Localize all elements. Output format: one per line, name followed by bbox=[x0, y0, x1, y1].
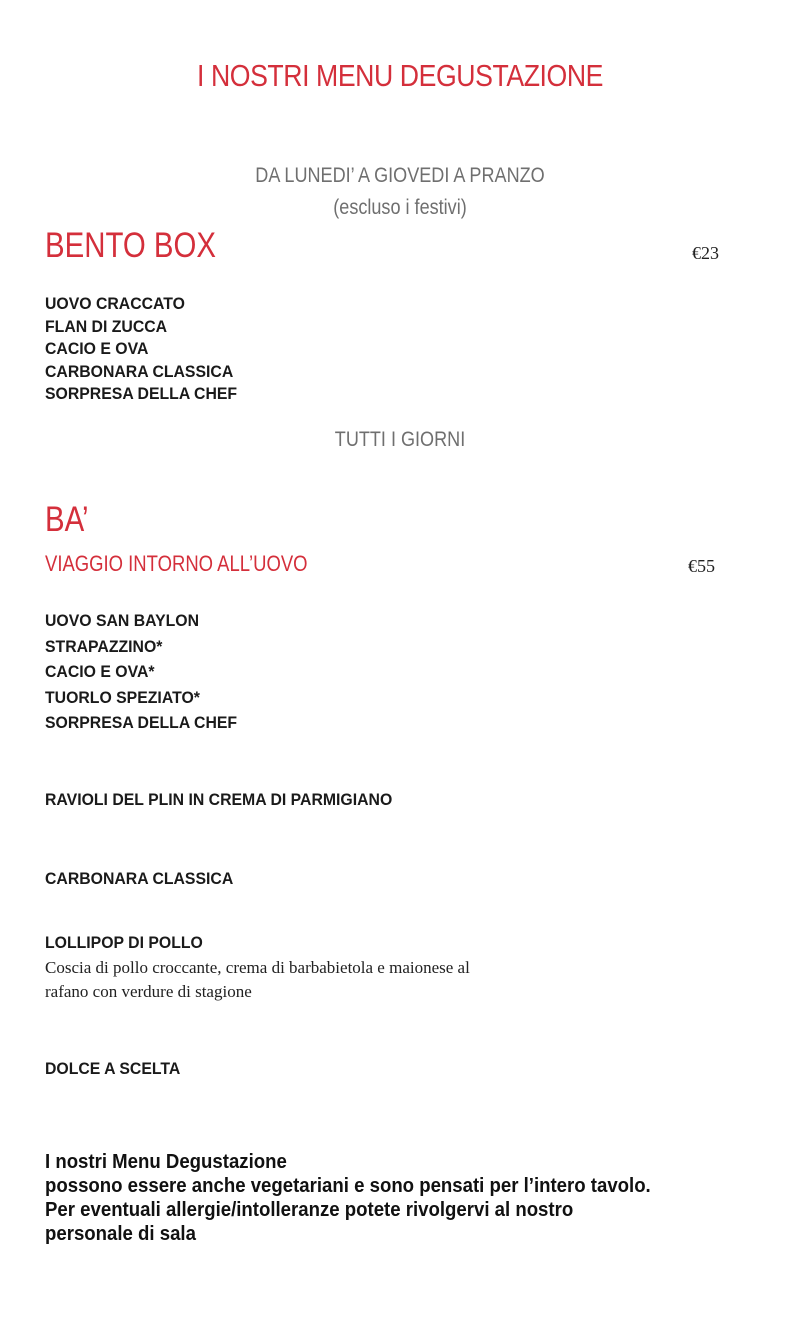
page-title: I NOSTRI MENU DEGUSTAZIONE bbox=[196, 58, 604, 93]
footer-note bbox=[45, 1150, 651, 1246]
menu-item: STRAPAZZINO* bbox=[45, 636, 163, 656]
weekday-note: (escluso i festivi) bbox=[333, 196, 467, 219]
menu-item: CACIO E OVA bbox=[45, 339, 149, 358]
menu-item: SORPRESA DELLA CHEF bbox=[45, 713, 238, 732]
ba-menu-items bbox=[45, 608, 237, 736]
menu-item: CARBONARA CLASSICA bbox=[45, 361, 234, 381]
footer-note-line: Per eventuali allergie/intolleranze potete rivolgervi al nostro bbox=[45, 1199, 574, 1221]
footer-note-line: personale di sala bbox=[45, 1223, 196, 1245]
description-line: Coscia di pollo croccante, crema di barbabietola e maionese al bbox=[45, 958, 470, 977]
menu-item: UOVO SAN BAYLON bbox=[45, 611, 200, 630]
course-ravioli: RAVIOLI DEL PLIN IN CREMA DI PARMIGIANO bbox=[45, 790, 393, 809]
ba-menu-price: €55 bbox=[688, 556, 715, 576]
course-dolce: DOLCE A SCELTA bbox=[45, 1059, 181, 1078]
footer-note-line: I nostri Menu Degustazione bbox=[45, 1151, 287, 1173]
ba-menu-name: BA’ bbox=[45, 500, 89, 539]
menu-item: TUORLO SPEZIATO* bbox=[45, 687, 200, 707]
menu-item: CACIO E OVA* bbox=[45, 662, 155, 681]
bento-box-menu-name: BENTO BOX bbox=[45, 226, 217, 265]
course-lollipop: LOLLIPOP DI POLLO bbox=[45, 933, 203, 952]
menu-item: SORPRESA DELLA CHEF bbox=[45, 384, 238, 403]
description-line: rafano con verdure di stagione bbox=[45, 982, 252, 1001]
menu-item: UOVO CRACCATO bbox=[45, 294, 185, 313]
weekday-heading: DA LUNEDI’ A GIOVEDI A PRANZO bbox=[255, 164, 545, 187]
ba-menu-subtitle: VIAGGIO INTORNO ALL’UOVO bbox=[45, 551, 308, 576]
course-lollipop-description bbox=[45, 956, 565, 1004]
menu-item: FLAN DI ZUCCA bbox=[45, 316, 168, 336]
daily-heading: TUTTI I GIORNI bbox=[334, 428, 466, 451]
bento-box-items bbox=[45, 293, 237, 406]
course-carbonara: CARBONARA CLASSICA bbox=[45, 869, 234, 888]
bento-box-price: €23 bbox=[692, 243, 719, 263]
footer-note-line: possono essere anche vegetariani e sono pensati per l’intero tavolo. bbox=[45, 1175, 651, 1197]
